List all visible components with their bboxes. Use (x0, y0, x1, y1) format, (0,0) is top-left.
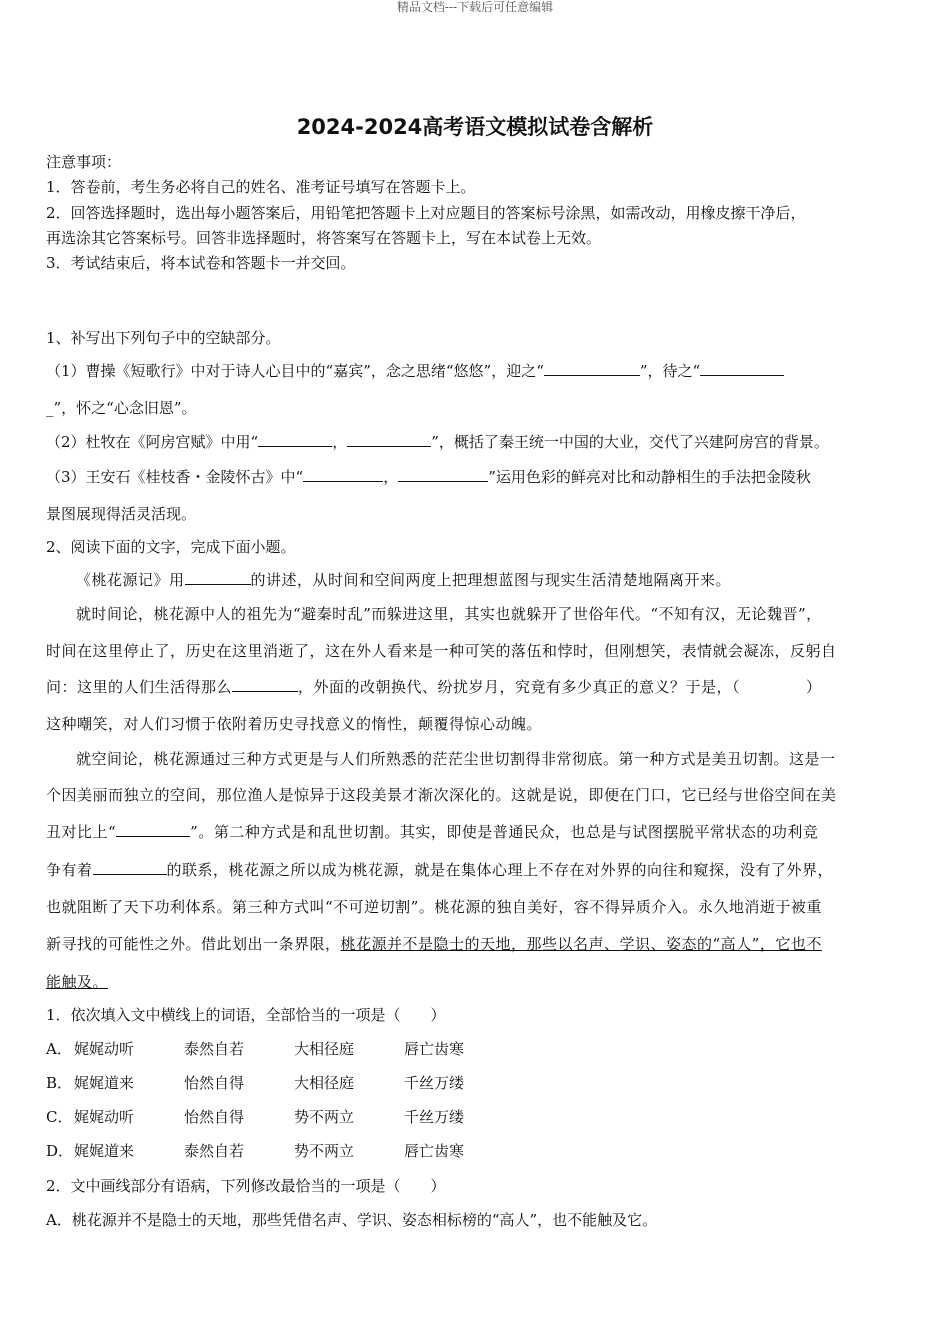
option-letter: C． (46, 1108, 73, 1126)
notice-heading: 注意事项： (46, 153, 122, 171)
option-word: 泰然自若 (184, 1142, 245, 1160)
option-word: 泰然自若 (184, 1040, 245, 1058)
fill-blank[interactable] (347, 432, 431, 447)
option-word: 怡然自得 (184, 1108, 245, 1126)
option-d[interactable] (46, 1141, 514, 1161)
option-word: 势不两立 (294, 1108, 355, 1126)
q1-text: ， (332, 433, 348, 451)
essay-line-11 (46, 934, 908, 954)
essay-text: ） (806, 678, 822, 696)
fill-blank[interactable] (544, 361, 640, 376)
fill-blank[interactable] (303, 467, 383, 482)
essay-line-12 (46, 972, 908, 992)
option-word: 千丝万缕 (404, 1074, 465, 1092)
sub1-stem: 1．依次填入文中横线上的词语，全部恰当的一项是（ ） (46, 1006, 446, 1024)
underlined-sentence: 桃花源并不是隐士的天地，那些以名声、学识、姿态的“高人”，它也不 (340, 935, 822, 953)
essay-line-3: 时间在这里停止了，历史在这里消逝了，这在外人看来是一种可笑的落伍和悖时，但刚想笑，表情就会凝冻，反躬自 (46, 642, 837, 660)
essay-line-5: 这种嘲笑，对人们习惯于依附着历史寻找意义的惰性，颠覆得惊心动魄。 (46, 715, 543, 733)
notice-item-2-cont: 再选涂其它答案标号。回答非选择题时，将答案写在答题卡上，写在本试卷上无效。 (46, 229, 602, 247)
fill-blank[interactable] (232, 677, 298, 692)
essay-text: 《桃花源记》用 (76, 571, 185, 589)
essay-text: ”。第二种方式是和乱世切割。其实，即使是普通民众，也总是与试图摆脱平常状态的功利竞 (190, 823, 819, 841)
essay-para-2: 就时间论，桃花源中人的祖先为“避秦时乱”而躲进这里，其实也就躲开了世俗年代。“不知有汉，无论魏晋”， (76, 605, 822, 623)
q1-text: （2）杜牧在《阿房宫赋》中用“ (46, 433, 259, 451)
option-word: 怡然自得 (184, 1074, 245, 1092)
essay-line-8 (46, 822, 908, 842)
essay-text: 丑对比上“ (46, 823, 117, 841)
option-word: 娓娓动听 (74, 1040, 135, 1058)
essay-text: 新寻找的可能性之外。借此划出一条界限， (46, 935, 341, 953)
notice-item-3: 3．考试结束后，将本试卷和答题卡一并交回。 (46, 254, 356, 272)
q1-text: ”，待之“ (639, 362, 701, 380)
notice-item-1: 1．答卷前，考生务必将自己的姓名、准考证号填写在答题卡上。 (46, 178, 476, 196)
option-letter: A． (46, 1040, 72, 1058)
q1-stem: 1、补写出下列句子中的空缺部分。 (46, 329, 281, 347)
option-b[interactable] (46, 1073, 514, 1093)
option-word: 大相径庭 (294, 1074, 355, 1092)
option-word: 娓娓道来 (74, 1074, 135, 1092)
fill-blank[interactable] (93, 860, 167, 875)
q2-stem: 2、阅读下面的文字，完成下面小题。 (46, 538, 296, 556)
option-word: 娓娓道来 (74, 1142, 135, 1160)
essay-text: 的联系，桃花源之所以成为桃花源，就是在集体心理上不存在对外界的向往和窥探，没有了外界， (166, 861, 834, 879)
q1-line-1 (46, 361, 908, 381)
sub2-option-a[interactable]: A．桃花源并不是隐士的天地，那些凭借名声、学识、姿态相标榜的“高人”，也不能触及它。 (46, 1211, 658, 1229)
q1-text: （1）曹操《短歌行》中对于诗人心目中的“嘉宾”，念之思绪“悠悠”，迎之“ (46, 362, 544, 380)
option-c[interactable] (46, 1107, 514, 1127)
essay-text: ，外面的改朝换代、纷扰岁月，究竟有多少真正的意义？于是，（ (298, 678, 741, 696)
essay-text: 问：这里的人们生活得那么 (46, 678, 233, 696)
notice-item-2: 2．回答选择题时，选出每小题答案后，用铅笔把答题卡上对应题目的答案标号涂黑，如需改动，用橡皮擦干净后， (46, 204, 806, 222)
essay-line-10: 也就阻断了天下功利体系。第三种方式叫“不可逆切割”。桃花源的独自美好，容不得异质介入。永久地消逝于被重 (46, 898, 822, 916)
essay-text: 争有着 (46, 861, 93, 879)
essay-line-4 (46, 677, 908, 697)
fill-blank[interactable] (258, 432, 332, 447)
essay-line-7: 个因美丽而独立的空间，那位渔人是惊异于这段美景才渐次深化的。这就是说，即便在门口，它已经与世俗空间在美 (46, 786, 837, 804)
q1-line-2: _”，怀之“心念旧恩”。 (46, 399, 197, 417)
essay-text: 的讲述，从时间和空间两度上把理想蓝图与现实生活清楚地隔离开来。 (250, 571, 732, 589)
sub2-stem: 2．文中画线部分有语病，下列修改最恰当的一项是（ ） (46, 1177, 446, 1195)
fill-blank[interactable] (398, 467, 488, 482)
fill-blank[interactable] (116, 822, 190, 837)
option-word: 唇亡齿寒 (404, 1040, 465, 1058)
essay-para-3: 就空间论，桃花源通过三种方式更是与人们所熟悉的茫茫尘世切割得非常彻底。第一种方式是美丑切割。这是一 (76, 750, 836, 768)
underlined-sentence-end: 能触及。 (46, 973, 109, 991)
fill-blank[interactable] (700, 361, 784, 376)
q1-text: ”运用色彩的鲜亮对比和动静相生的手法把金陵秋 (488, 468, 811, 486)
option-word: 大相径庭 (294, 1040, 355, 1058)
page-watermark-header: 精品文档---下载后可任意编辑 (396, 0, 554, 14)
q1-text: ”，概括了秦王统一中国的大业，交代了兴建阿房宫的背景。 (431, 433, 829, 451)
fill-blank[interactable] (185, 570, 251, 585)
q1-text: （3）王安石《桂枝香・金陵怀古》中“ (46, 468, 304, 486)
option-word: 势不两立 (294, 1142, 355, 1160)
q1-text: ， (383, 468, 399, 486)
q1-line-3 (46, 432, 908, 452)
q1-line-5: 景图展现得活灵活现。 (46, 505, 197, 523)
q1-line-4 (46, 467, 908, 487)
essay-para-1 (76, 570, 908, 590)
option-word: 千丝万缕 (404, 1108, 465, 1126)
option-word: 娓娓动听 (74, 1108, 135, 1126)
option-word: 唇亡齿寒 (404, 1142, 465, 1160)
option-letter: D． (46, 1142, 74, 1160)
option-a[interactable] (46, 1039, 514, 1059)
document-title: 2024-2024高考语文模拟试卷含解析 (296, 115, 654, 139)
option-letter: B． (46, 1074, 73, 1092)
essay-line-9 (46, 860, 908, 880)
